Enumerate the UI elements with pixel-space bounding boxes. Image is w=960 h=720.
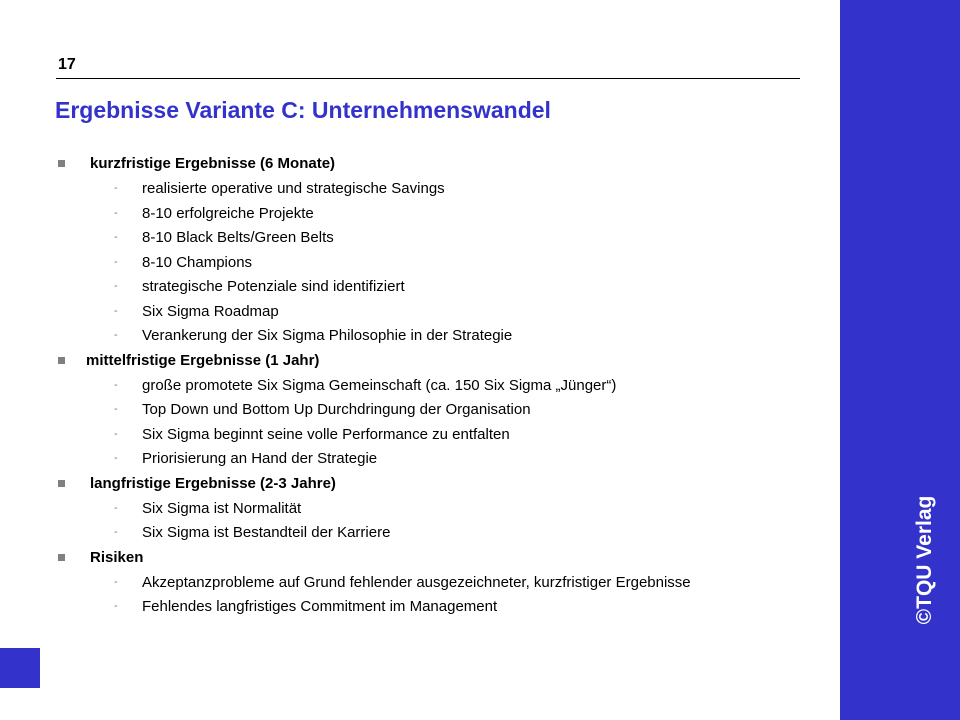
list-item-text: Six Sigma Roadmap xyxy=(142,302,279,320)
dash-bullet-icon: - xyxy=(114,280,118,292)
list-item-text: strategische Potenziale sind identifiziert xyxy=(142,278,405,295)
dash-bullet-icon: - xyxy=(114,600,118,612)
section-risks xyxy=(56,545,756,619)
dash-bullet-icon: - xyxy=(114,304,118,317)
dash-bullet-icon: - xyxy=(114,452,118,464)
list-item xyxy=(56,397,756,422)
dash-bullet-icon: - xyxy=(114,526,118,538)
slide-title: Ergebnisse Variante C: Unternehmenswandel xyxy=(55,97,551,123)
list-item-text: Akzeptanzprobleme auf Grund fehlender ausgezeichneter, kurzfristiger Ergebnisse xyxy=(142,573,691,591)
corner-accent-square xyxy=(0,648,40,688)
square-bullet-icon xyxy=(58,480,65,487)
section-heading: Risiken xyxy=(90,548,144,566)
list-item-text: 8-10 Black Belts/Green Belts xyxy=(142,229,334,246)
list-item-text: Priorisierung an Hand der Strategie xyxy=(142,450,378,467)
list-item-text: Six Sigma ist Normalität xyxy=(142,499,302,517)
list-item-text: 8-10 erfolgreiche Projekte xyxy=(142,204,314,222)
list-item-text: Six Sigma beginnt seine volle Performance zu entfalten xyxy=(142,425,510,443)
publisher-watermark: ©TQU Verlag xyxy=(913,495,936,625)
list-item xyxy=(56,373,756,398)
list-item-text: 8-10 Champions xyxy=(142,253,253,271)
square-bullet-icon xyxy=(58,554,65,561)
list-item xyxy=(56,570,756,595)
list-item xyxy=(56,250,756,275)
list-item xyxy=(56,594,756,619)
list-item xyxy=(56,446,756,471)
list-item xyxy=(56,323,756,348)
dash-bullet-icon: - xyxy=(114,378,118,391)
section-heading: langfristige Ergebnisse (2-3 Jahre) xyxy=(90,474,336,492)
list-item-text: realisierte operative und strategische Savings xyxy=(142,180,445,197)
list-item xyxy=(56,176,756,201)
list-item-text: große promotete Six Sigma Gemeinschaft (ca. 150 Six Sigma „Jünger“) xyxy=(142,376,617,394)
dash-bullet-icon: - xyxy=(114,231,118,243)
section-heading-row xyxy=(56,471,756,496)
dash-bullet-icon: - xyxy=(114,255,118,268)
dash-bullet-icon: - xyxy=(114,403,118,415)
list-item-text: Fehlendes langfristiges Commitment im Management xyxy=(142,598,498,615)
dash-bullet-icon: - xyxy=(114,501,118,514)
list-item xyxy=(56,225,756,250)
section-short-term xyxy=(56,151,756,348)
dash-bullet-icon: - xyxy=(114,427,118,440)
header-divider xyxy=(56,78,800,79)
list-item xyxy=(56,496,756,521)
list-item xyxy=(56,201,756,226)
section-heading-row xyxy=(56,545,756,570)
brand-sidebar xyxy=(840,0,960,720)
list-item-text: Verankerung der Six Sigma Philosophie in der Strategie xyxy=(142,327,513,344)
list-item xyxy=(56,422,756,447)
dash-bullet-icon: - xyxy=(114,182,118,194)
dash-bullet-icon: - xyxy=(114,329,118,341)
square-bullet-icon xyxy=(58,160,65,167)
section-heading: kurzfristige Ergebnisse (6 Monate) xyxy=(90,155,336,172)
list-item-text: Six Sigma ist Bestandteil der Karriere xyxy=(142,524,391,541)
section-mid-term xyxy=(56,348,756,471)
slide-content xyxy=(56,151,756,619)
list-item-text: Top Down und Bottom Up Durchdringung der Organisation xyxy=(142,401,531,418)
list-item xyxy=(56,274,756,299)
square-bullet-icon xyxy=(58,357,65,364)
dash-bullet-icon: - xyxy=(114,206,118,219)
list-item xyxy=(56,520,756,545)
section-heading: mittelfristige Ergebnisse (1 Jahr) xyxy=(86,351,320,369)
page-number: 17 xyxy=(58,56,76,73)
section-heading-row xyxy=(56,348,756,373)
list-item xyxy=(56,299,756,324)
dash-bullet-icon: - xyxy=(114,575,118,588)
section-long-term xyxy=(56,471,756,545)
section-heading-row xyxy=(56,151,756,176)
